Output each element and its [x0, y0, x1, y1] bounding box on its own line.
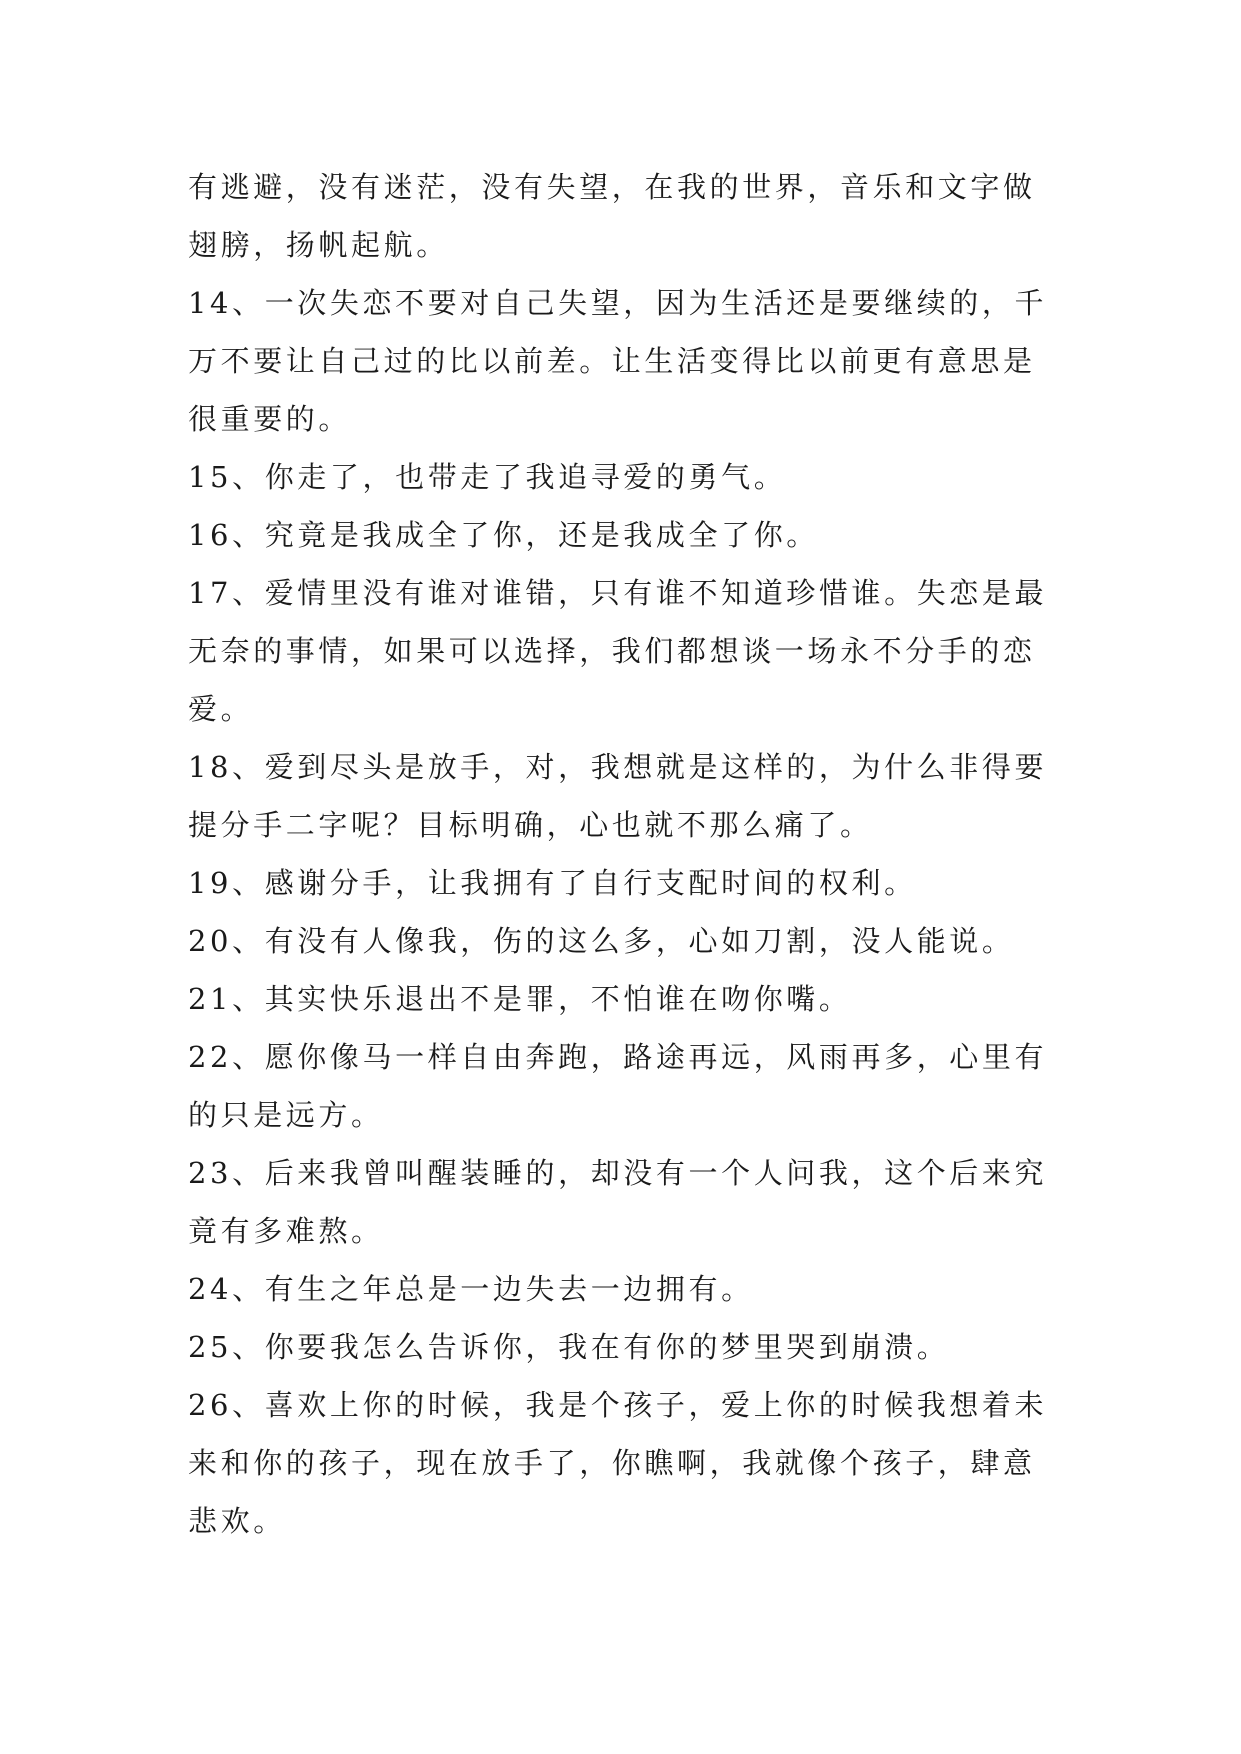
text-line: 19、感谢分手，让我拥有了自行支配时间的权利。: [188, 866, 917, 900]
text-line: 有逃避，没有迷茫，没有失望，在我的世界，音乐和文字做: [188, 170, 1036, 204]
paragraph-17: [188, 564, 1050, 738]
text-line: 无奈的事情，如果可以选择，我们都想谈一场永不分手的恋: [188, 634, 1036, 668]
paragraph-18: [188, 738, 1050, 854]
text-line: 21、其实快乐退出不是罪，不怕谁在吻你嘴。: [188, 982, 852, 1016]
paragraph-15: [188, 448, 1050, 506]
text-line: 25、你要我怎么告诉你，我在有你的梦里哭到崩溃。: [188, 1330, 950, 1364]
text-line: 18、爱到尽头是放手，对，我想就是这样的，为什么非得要: [188, 750, 1048, 784]
text-line: 竟有多难熬。: [188, 1214, 384, 1248]
paragraph-21: [188, 970, 1050, 1028]
text-line: 15、你走了，也带走了我追寻爱的勇气。: [188, 460, 787, 494]
text-line: 翅膀，扬帆起航。: [188, 228, 449, 262]
paragraph-25: [188, 1318, 1050, 1376]
paragraph-23: [188, 1144, 1050, 1260]
text-line: 的只是远方。: [188, 1098, 384, 1132]
text-line: 来和你的孩子，现在放手了，你瞧啊，我就像个孩子，肆意: [188, 1446, 1036, 1480]
paragraph-22: [188, 1028, 1050, 1144]
paragraph-continuation: [188, 158, 1050, 274]
text-line: 万不要让自己过的比以前差。让生活变得比以前更有意思是: [188, 344, 1036, 378]
text-line: 23、后来我曾叫醒装睡的，却没有一个人问我，这个后来究: [188, 1156, 1048, 1190]
text-line: 16、究竟是我成全了你，还是我成全了你。: [188, 518, 819, 552]
paragraph-16: [188, 506, 1050, 564]
text-line: 14、一次失恋不要对自己失望，因为生活还是要继续的，千: [188, 286, 1048, 320]
paragraph-26: [188, 1376, 1050, 1550]
paragraph-20: [188, 912, 1050, 970]
text-line: 爱。: [188, 692, 254, 726]
text-line: 很重要的。: [188, 402, 352, 436]
paragraph-14: [188, 274, 1050, 448]
paragraph-19: [188, 854, 1050, 912]
text-line: 20、有没有人像我，伤的这么多，心如刀割，没人能说。: [188, 924, 1015, 958]
text-line: 22、愿你像马一样自由奔跑，路途再远，风雨再多，心里有: [188, 1040, 1048, 1074]
document-page: [188, 158, 1050, 1550]
text-line: 24、有生之年总是一边失去一边拥有。: [188, 1272, 754, 1306]
paragraph-24: [188, 1260, 1050, 1318]
text-line: 提分手二字呢？目标明确，心也就不那么痛了。: [188, 808, 873, 842]
text-line: 26、喜欢上你的时候，我是个孩子，爱上你的时候我想着未: [188, 1388, 1048, 1422]
text-line: 悲欢。: [188, 1504, 286, 1538]
text-line: 17、爱情里没有谁对谁错，只有谁不知道珍惜谁。失恋是最: [188, 576, 1048, 610]
